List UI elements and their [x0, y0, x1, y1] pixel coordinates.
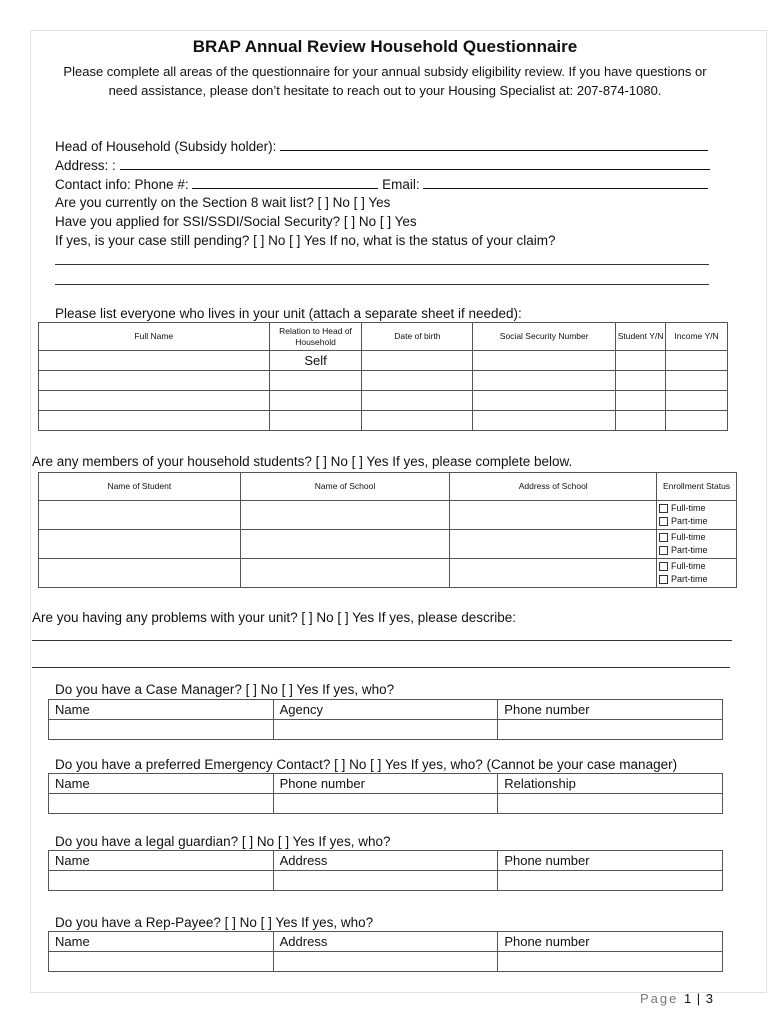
case-manager-question: Do you have a Case Manager? [ ] No [ ] Yes If yes, who? — [55, 682, 395, 697]
page-number — [640, 991, 714, 1006]
cell[interactable] — [666, 371, 728, 391]
cell[interactable] — [616, 391, 666, 411]
col-name: Name — [49, 851, 274, 871]
document-title: BRAP Annual Review Household Questionnaire — [192, 37, 578, 56]
parttime-option[interactable] — [657, 515, 736, 528]
col-name: Name — [49, 774, 274, 794]
col-student-name: Name of Student — [39, 473, 241, 501]
unit-question: Are you having any problems with your unit? [ ] No [ ] Yes If yes, please describe: — [32, 610, 517, 625]
fulltime-option[interactable] — [657, 531, 736, 544]
col-agency: Agency — [273, 700, 498, 720]
students-header-row — [39, 473, 737, 501]
guardian-table — [48, 850, 723, 891]
checkbox[interactable] — [659, 546, 668, 555]
cell[interactable] — [616, 411, 666, 431]
table-row — [39, 371, 728, 391]
cell[interactable] — [39, 351, 270, 371]
cell[interactable] — [39, 371, 270, 391]
cell[interactable] — [49, 871, 274, 891]
checkbox[interactable] — [659, 504, 668, 513]
guardian-question: Do you have a legal guardian? [ ] No [ ] Yes If yes, who? — [55, 834, 391, 849]
cell[interactable] — [666, 391, 728, 411]
checkbox[interactable] — [659, 533, 668, 542]
table-row — [39, 530, 737, 559]
page-count: 1 | 3 — [683, 991, 714, 1006]
address-line — [55, 157, 710, 173]
cell[interactable] — [362, 351, 473, 371]
cell[interactable] — [49, 720, 274, 740]
cell[interactable] — [39, 391, 270, 411]
parttime-option[interactable] — [657, 573, 736, 586]
table-row — [49, 871, 723, 891]
students-question: Are any members of your household students? [ ] No [ ] Yes If yes, please complete below. — [32, 454, 573, 469]
cell[interactable] — [273, 952, 498, 972]
intro-text: Please complete all areas of the questionnaire for your annual subsidy eligibility review. If you have questions or need assistance, please don’t hesitate to reach out to your Housing Specialist at: 207-874-1080. — [63, 64, 707, 98]
cell[interactable] — [240, 530, 450, 559]
parttime-label: Part-time — [671, 545, 708, 555]
col-full-name: Full Name — [39, 323, 270, 351]
address-label: Address: : — [55, 158, 116, 173]
table-row — [49, 794, 723, 814]
parttime-option[interactable] — [657, 544, 736, 557]
pending-question: If yes, is your case still pending? [ ] No [ ] Yes If no, what is the status of your claim? — [55, 233, 556, 248]
emergency-question: Do you have a preferred Emergency Contact? [ ] No [ ] Yes If yes, who? (Cannot be your case manager) — [55, 757, 678, 772]
phone-field[interactable] — [192, 176, 378, 189]
table-row — [49, 932, 723, 952]
col-ssn: Social Security Number — [473, 323, 616, 351]
cell[interactable] — [473, 411, 616, 431]
parttime-label: Part-time — [671, 516, 708, 526]
unit-description-line-1[interactable] — [32, 640, 732, 641]
cell[interactable] — [616, 371, 666, 391]
cell[interactable] — [473, 391, 616, 411]
cell[interactable] — [39, 501, 241, 530]
enrollment-cell — [657, 501, 737, 530]
students-table — [38, 472, 737, 588]
cell[interactable] — [39, 411, 270, 431]
enrollment-cell — [657, 530, 737, 559]
table-row — [39, 501, 737, 530]
hoh-field[interactable] — [280, 138, 708, 151]
payee-question: Do you have a Rep-Payee? [ ] No [ ] Yes If yes, who? — [55, 915, 374, 930]
cell[interactable] — [39, 530, 241, 559]
fulltime-label: Full-time — [671, 503, 706, 513]
col-relation: Relation to Head of Household — [269, 323, 362, 351]
col-phone: Phone number — [498, 851, 723, 871]
col-address: Address — [273, 932, 498, 952]
emergency-table — [48, 773, 723, 814]
claim-status-line-1[interactable] — [55, 264, 709, 265]
table-row — [39, 559, 737, 588]
cell[interactable] — [666, 351, 728, 371]
cell[interactable] — [616, 351, 666, 371]
cell[interactable] — [498, 871, 723, 891]
table-row — [49, 720, 723, 740]
parttime-label: Part-time — [671, 574, 708, 584]
cell[interactable] — [473, 371, 616, 391]
cell[interactable] — [450, 559, 657, 588]
checkbox[interactable] — [659, 562, 668, 571]
cell[interactable] — [498, 720, 723, 740]
email-field[interactable] — [423, 176, 708, 189]
case-manager-table — [48, 699, 723, 740]
cell[interactable] — [498, 952, 723, 972]
cell[interactable] — [269, 391, 362, 411]
col-phone: Phone number — [273, 774, 498, 794]
col-phone: Phone number — [498, 932, 723, 952]
cell[interactable] — [49, 952, 274, 972]
table-row — [39, 391, 728, 411]
hoh-line — [55, 138, 708, 154]
col-name: Name — [49, 700, 274, 720]
section8-question: Are you currently on the Section 8 wait list? [ ] No [ ] Yes — [55, 195, 391, 210]
page-word: Page — [639, 991, 679, 1006]
cell[interactable] — [362, 371, 473, 391]
cell[interactable] — [39, 559, 241, 588]
table-row — [49, 700, 723, 720]
col-name: Name — [49, 932, 274, 952]
checkbox[interactable] — [659, 575, 668, 584]
col-relationship: Relationship — [498, 774, 723, 794]
col-student: Student Y/N — [616, 323, 666, 351]
cell[interactable] — [362, 391, 473, 411]
enrollment-cell — [657, 559, 737, 588]
cell[interactable] — [666, 411, 728, 431]
col-address: Address — [273, 851, 498, 871]
col-enrollment: Enrollment Status — [657, 473, 737, 501]
hoh-label: Head of Household (Subsidy holder): — [55, 139, 277, 154]
cell[interactable] — [450, 501, 657, 530]
fulltime-option[interactable] — [657, 560, 736, 573]
col-school-address: Address of School — [450, 473, 657, 501]
relation-self: Self — [269, 351, 362, 371]
col-school-name: Name of School — [240, 473, 450, 501]
cell[interactable] — [269, 371, 362, 391]
cell[interactable] — [269, 411, 362, 431]
cell[interactable] — [240, 501, 450, 530]
table-row — [49, 774, 723, 794]
fulltime-label: Full-time — [671, 532, 706, 542]
col-phone: Phone number — [498, 700, 723, 720]
payee-table — [48, 931, 723, 972]
cell[interactable] — [450, 530, 657, 559]
checkbox[interactable] — [659, 517, 668, 526]
table-row — [49, 952, 723, 972]
household-caption: Please list everyone who lives in your unit (attach a separate sheet if needed): — [55, 306, 522, 321]
cell[interactable] — [240, 559, 450, 588]
fulltime-option[interactable] — [657, 502, 736, 515]
table-row — [49, 851, 723, 871]
col-dob: Date of birth — [362, 323, 473, 351]
claim-status-line-2[interactable] — [55, 284, 709, 285]
household-table — [38, 322, 728, 431]
fulltime-label: Full-time — [671, 561, 706, 571]
cell[interactable] — [473, 351, 616, 371]
cell[interactable] — [498, 794, 723, 814]
table-row — [39, 351, 728, 371]
phone-label: Contact info: Phone #: — [55, 177, 189, 192]
email-label: Email: — [382, 177, 420, 192]
cell[interactable] — [273, 794, 498, 814]
unit-description-line-2[interactable] — [32, 667, 730, 668]
cell[interactable] — [273, 720, 498, 740]
address-field[interactable] — [120, 157, 710, 170]
cell[interactable] — [362, 411, 473, 431]
col-income: Income Y/N — [666, 323, 728, 351]
cell[interactable] — [49, 794, 274, 814]
ssi-question: Have you applied for SSI/SSDI/Social Security? [ ] No [ ] Yes — [55, 214, 417, 229]
cell[interactable] — [273, 871, 498, 891]
table-row — [39, 411, 728, 431]
contact-line — [55, 176, 708, 192]
household-header-row — [39, 323, 728, 351]
